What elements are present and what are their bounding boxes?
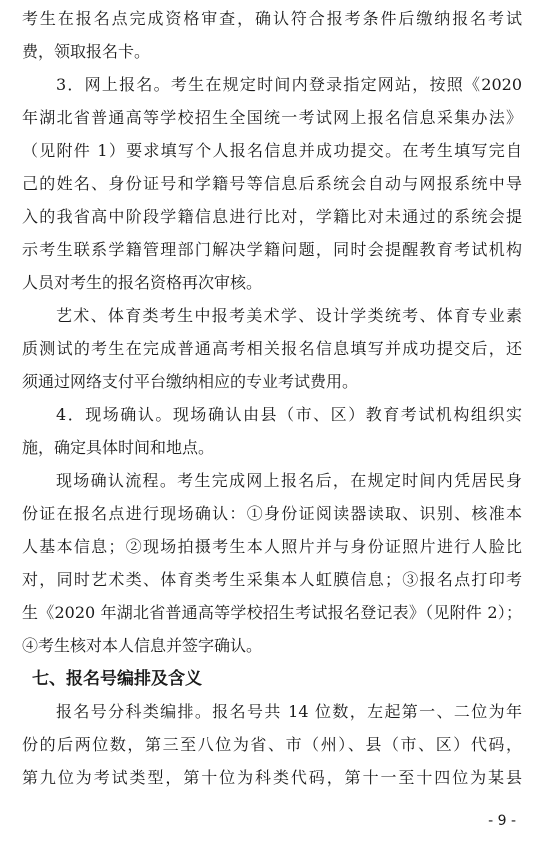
- body-text-line: 费，领取报名卡。: [22, 42, 151, 61]
- body-text-line: 施，确定具体时间和地点。: [22, 438, 215, 457]
- page-number: - 9 -: [488, 813, 516, 829]
- body-text-line: 4．现场确认。现场确认由县（市、区）教育考试机构组织实: [56, 405, 522, 424]
- body-text-line: 份的后两位数，第三至八位为省、市（州）、县（市、区）代码，: [22, 735, 522, 754]
- body-text-line: ④考生核对本人信息并签字确认。: [22, 636, 263, 655]
- body-text-line: 报名号分科类编排。报名号共 14 位数，左起第一、二位为年: [56, 702, 522, 721]
- body-text-line: 生《2020 年湖北省普通高等学校招生考试报名登记表》（见附件 2）；: [22, 603, 522, 622]
- body-text-line: 第九位为考试类型，第十位为科类代码，第十一至十四位为某县: [22, 768, 522, 787]
- body-text-line: 年湖北省普通高等学校招生全国统一考试网上报名信息采集办法》: [22, 108, 522, 127]
- body-text-line: 份证在报名点进行现场确认：①身份证阅读器读取、识别、核准本: [22, 504, 522, 523]
- body-text-line: （见附件 1）要求填写个人报名信息并成功提交。在考生填写完自: [22, 141, 522, 160]
- body-text-line: 人员对考生的报名资格再次审核。: [22, 273, 263, 292]
- body-text-line: 3．网上报名。考生在规定时间内登录指定网站，按照《2020: [56, 75, 522, 94]
- body-text-line: 己的姓名、身份证号和学籍号等信息后系统会自动与网报系统中导: [22, 174, 522, 193]
- body-text-line: 质测试的考生在完成普通高考相关报名信息填写并成功提交后，还: [22, 339, 522, 358]
- section-heading: 七、报名号编排及含义: [32, 669, 202, 689]
- body-text-line: 须通过网络支付平台缴纳相应的专业考试费用。: [22, 372, 359, 391]
- body-text-line: 现场确认流程。考生完成网上报名后，在规定时间内凭居民身: [56, 471, 522, 490]
- body-text-line: 艺术、体育类考生中报考美术学、设计学类统考、体育专业素: [56, 306, 522, 325]
- body-text-line: 考生在报名点完成资格审查，确认符合报考条件后缴纳报名考试: [22, 9, 522, 28]
- body-text-line: 示考生联系学籍管理部门解决学籍问题，同时会提醒教育考试机构: [22, 240, 522, 259]
- body-text-line: 人基本信息；②现场拍摄考生本人照片并与身份证照片进行人脸比: [22, 537, 522, 556]
- body-text-line: 入的我省高中阶段学籍信息进行比对，学籍比对未通过的系统会提: [22, 207, 522, 226]
- body-text-line: 对，同时艺术类、体育类考生采集本人虹膜信息；③报名点打印考: [22, 570, 522, 589]
